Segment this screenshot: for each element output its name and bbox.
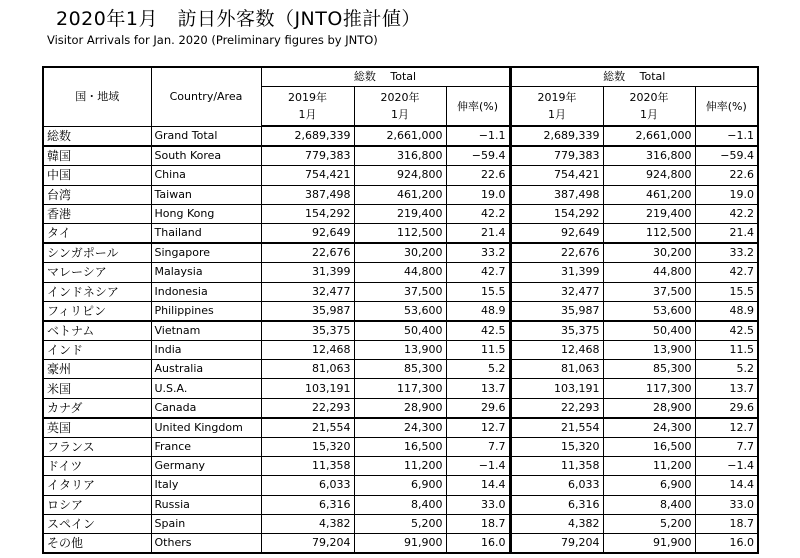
cell-rate-dup: 42.5	[695, 321, 758, 341]
cell-rate-dup: 48.9	[695, 301, 758, 321]
cell-2019-jan: 4,382	[261, 514, 354, 533]
cell-2019-jan: 32,477	[261, 282, 354, 301]
cell-en-name: Philippines	[151, 301, 261, 321]
cell-jp-name: 米国	[43, 379, 151, 398]
cell-2020-jan-dup: 8,400	[603, 495, 695, 514]
cell-rate: 42.5	[446, 321, 510, 341]
cell-rate-dup: 12.7	[695, 418, 758, 438]
cell-en-name: Italy	[151, 476, 261, 495]
cell-2019-jan: 21,554	[261, 418, 354, 438]
cell-jp-name: フィリピン	[43, 301, 151, 321]
cell-jp-name: 韓国	[43, 146, 151, 166]
table-row	[43, 514, 758, 533]
table-row	[43, 438, 758, 457]
cell-2020-jan: 91,900	[354, 533, 446, 553]
cell-rate: −59.4	[446, 146, 510, 166]
cell-2019-jan: 154,292	[261, 204, 354, 223]
table-body	[43, 126, 758, 553]
cell-rate: 22.6	[446, 166, 510, 185]
cell-rate-dup: 42.7	[695, 263, 758, 282]
header-jp-name: 国・地域	[43, 67, 151, 126]
cell-jp-name: 香港	[43, 204, 151, 223]
cell-2019-jan: 22,676	[261, 243, 354, 263]
table-row	[43, 321, 758, 341]
cell-2020-jan-dup: 85,300	[603, 360, 695, 379]
cell-2019-jan-dup: 154,292	[510, 204, 603, 223]
cell-2020-jan-dup: 924,800	[603, 166, 695, 185]
cell-2020-jan-dup: 16,500	[603, 438, 695, 457]
cell-2020-jan-dup: 13,900	[603, 341, 695, 360]
cell-2019-jan-dup: 22,676	[510, 243, 603, 263]
table-row	[43, 223, 758, 243]
cell-rate: 18.7	[446, 514, 510, 533]
cell-en-name: India	[151, 341, 261, 360]
cell-rate: 13.7	[446, 379, 510, 398]
cell-jp-name: ベトナム	[43, 321, 151, 341]
table-row	[43, 282, 758, 301]
cell-en-name: U.S.A.	[151, 379, 261, 398]
cell-2020-jan: 2,661,000	[354, 126, 446, 146]
cell-2020-jan: 117,300	[354, 379, 446, 398]
header-group-total-2: 総数 Total	[510, 67, 758, 87]
cell-rate: 19.0	[446, 185, 510, 204]
cell-rate-dup: 13.7	[695, 379, 758, 398]
header-rate-2: 伸率(%)	[695, 87, 758, 127]
cell-2019-jan-dup: 32,477	[510, 282, 603, 301]
table-row	[43, 360, 758, 379]
cell-2019-jan-dup: 4,382	[510, 514, 603, 533]
cell-jp-name: スペイン	[43, 514, 151, 533]
cell-jp-name: 豪州	[43, 360, 151, 379]
cell-2020-jan-dup: 44,800	[603, 263, 695, 282]
cell-en-name: France	[151, 438, 261, 457]
cell-en-name: Grand Total	[151, 126, 261, 146]
cell-2020-jan-dup: 461,200	[603, 185, 695, 204]
table-row	[43, 341, 758, 360]
header-2020-month: 1月	[391, 108, 409, 121]
cell-jp-name: シンガポール	[43, 243, 151, 263]
cell-jp-name: 英国	[43, 418, 151, 438]
cell-jp-name: タイ	[43, 223, 151, 243]
cell-jp-name: マレーシア	[43, 263, 151, 282]
cell-rate-dup: 21.4	[695, 223, 758, 243]
cell-rate-dup: 15.5	[695, 282, 758, 301]
cell-en-name: China	[151, 166, 261, 185]
cell-rate-dup: −1.4	[695, 457, 758, 476]
table-row	[43, 146, 758, 166]
header-2019-jan-2	[510, 87, 603, 127]
cell-en-name: United Kingdom	[151, 418, 261, 438]
cell-2019-jan-dup: 103,191	[510, 379, 603, 398]
cell-2019-jan: 79,204	[261, 533, 354, 553]
cell-en-name: Spain	[151, 514, 261, 533]
table-row	[43, 533, 758, 553]
cell-en-name: Vietnam	[151, 321, 261, 341]
cell-2019-jan: 35,375	[261, 321, 354, 341]
cell-2020-jan-dup: 112,500	[603, 223, 695, 243]
cell-en-name: Others	[151, 533, 261, 553]
cell-2020-jan-dup: 6,900	[603, 476, 695, 495]
header-2020-year: 2020年	[629, 91, 669, 104]
cell-en-name: Singapore	[151, 243, 261, 263]
cell-2020-jan-dup: 11,200	[603, 457, 695, 476]
cell-rate-dup: 14.4	[695, 476, 758, 495]
cell-rate: 21.4	[446, 223, 510, 243]
cell-2020-jan: 37,500	[354, 282, 446, 301]
cell-jp-name: 総数	[43, 126, 151, 146]
cell-rate: −1.1	[446, 126, 510, 146]
cell-2020-jan-dup: 24,300	[603, 418, 695, 438]
header-2020-year: 2020年	[380, 91, 420, 104]
cell-2019-jan: 81,063	[261, 360, 354, 379]
cell-2020-jan: 85,300	[354, 360, 446, 379]
page-subtitle: Visitor Arrivals for Jan. 2020 (Preliminary figures by JNTO)	[47, 33, 378, 47]
cell-jp-name: インドネシア	[43, 282, 151, 301]
cell-2019-jan-dup: 12,468	[510, 341, 603, 360]
cell-rate-dup: −59.4	[695, 146, 758, 166]
table-row	[43, 185, 758, 204]
cell-2019-jan-dup: 21,554	[510, 418, 603, 438]
cell-rate: 29.6	[446, 398, 510, 418]
cell-en-name: Malaysia	[151, 263, 261, 282]
cell-2019-jan-dup: 31,399	[510, 263, 603, 282]
cell-2020-jan-dup: 117,300	[603, 379, 695, 398]
cell-rate: 16.0	[446, 533, 510, 553]
cell-2020-jan: 16,500	[354, 438, 446, 457]
cell-2020-jan: 44,800	[354, 263, 446, 282]
cell-rate-dup: 22.6	[695, 166, 758, 185]
cell-jp-name: 中国	[43, 166, 151, 185]
cell-2019-jan-dup: 81,063	[510, 360, 603, 379]
table-row	[43, 166, 758, 185]
cell-2020-jan: 30,200	[354, 243, 446, 263]
visitor-arrivals-table	[42, 66, 759, 554]
cell-rate: 12.7	[446, 418, 510, 438]
cell-2020-jan: 112,500	[354, 223, 446, 243]
cell-2020-jan: 28,900	[354, 398, 446, 418]
table-row	[43, 476, 758, 495]
cell-2019-jan: 12,468	[261, 341, 354, 360]
header-2020-jan-1	[354, 87, 446, 127]
cell-rate: 48.9	[446, 301, 510, 321]
cell-2020-jan-dup: 50,400	[603, 321, 695, 341]
cell-rate-dup: 29.6	[695, 398, 758, 418]
cell-2019-jan-dup: 92,649	[510, 223, 603, 243]
cell-rate: 42.2	[446, 204, 510, 223]
cell-jp-name: ドイツ	[43, 457, 151, 476]
cell-2020-jan-dup: 316,800	[603, 146, 695, 166]
cell-2019-jan-dup: 11,358	[510, 457, 603, 476]
cell-jp-name: 台湾	[43, 185, 151, 204]
cell-en-name: Indonesia	[151, 282, 261, 301]
cell-jp-name: フランス	[43, 438, 151, 457]
cell-2020-jan: 53,600	[354, 301, 446, 321]
cell-jp-name: その他	[43, 533, 151, 553]
cell-2020-jan-dup: 37,500	[603, 282, 695, 301]
cell-rate: 33.2	[446, 243, 510, 263]
table-row	[43, 457, 758, 476]
cell-en-name: Canada	[151, 398, 261, 418]
header-2020-month: 1月	[640, 108, 658, 121]
cell-2020-jan-dup: 53,600	[603, 301, 695, 321]
cell-2019-jan: 6,033	[261, 476, 354, 495]
cell-rate: −1.4	[446, 457, 510, 476]
cell-2019-jan-dup: 387,498	[510, 185, 603, 204]
cell-jp-name: ロシア	[43, 495, 151, 514]
cell-2020-jan: 5,200	[354, 514, 446, 533]
table-row	[43, 379, 758, 398]
cell-2019-jan-dup: 6,316	[510, 495, 603, 514]
cell-2019-jan-dup: 6,033	[510, 476, 603, 495]
cell-2020-jan: 219,400	[354, 204, 446, 223]
cell-en-name: Russia	[151, 495, 261, 514]
cell-2020-jan-dup: 219,400	[603, 204, 695, 223]
cell-rate: 14.4	[446, 476, 510, 495]
cell-2019-jan: 6,316	[261, 495, 354, 514]
table-row	[43, 263, 758, 282]
cell-2019-jan-dup: 2,689,339	[510, 126, 603, 146]
cell-2019-jan: 387,498	[261, 185, 354, 204]
cell-2019-jan: 15,320	[261, 438, 354, 457]
cell-2020-jan: 13,900	[354, 341, 446, 360]
cell-rate-dup: −1.1	[695, 126, 758, 146]
cell-2019-jan-dup: 754,421	[510, 166, 603, 185]
header-2019-month: 1月	[548, 108, 566, 121]
cell-2020-jan: 24,300	[354, 418, 446, 438]
cell-jp-name: イタリア	[43, 476, 151, 495]
header-2019-month: 1月	[298, 108, 317, 121]
cell-2019-jan: 35,987	[261, 301, 354, 321]
table-row	[43, 418, 758, 438]
header-en-name: Country/Area	[151, 67, 261, 126]
cell-rate-dup: 42.2	[695, 204, 758, 223]
cell-2019-jan-dup: 35,987	[510, 301, 603, 321]
cell-en-name: Thailand	[151, 223, 261, 243]
cell-rate-dup: 18.7	[695, 514, 758, 533]
header-group-total-1: 総数 Total	[261, 67, 510, 87]
cell-en-name: Hong Kong	[151, 204, 261, 223]
cell-2019-jan-dup: 35,375	[510, 321, 603, 341]
header-2020-jan-2	[603, 87, 695, 127]
cell-2019-jan-dup: 22,293	[510, 398, 603, 418]
cell-2020-jan: 50,400	[354, 321, 446, 341]
cell-rate: 7.7	[446, 438, 510, 457]
cell-2019-jan-dup: 79,204	[510, 533, 603, 553]
cell-2019-jan: 2,689,339	[261, 126, 354, 146]
cell-en-name: Australia	[151, 360, 261, 379]
cell-2020-jan-dup: 5,200	[603, 514, 695, 533]
cell-rate-dup: 7.7	[695, 438, 758, 457]
cell-2020-jan-dup: 2,661,000	[603, 126, 695, 146]
cell-rate-dup: 5.2	[695, 360, 758, 379]
cell-2020-jan: 6,900	[354, 476, 446, 495]
cell-2019-jan-dup: 15,320	[510, 438, 603, 457]
cell-jp-name: インド	[43, 341, 151, 360]
cell-2020-jan-dup: 28,900	[603, 398, 695, 418]
cell-2020-jan: 8,400	[354, 495, 446, 514]
table-row	[43, 495, 758, 514]
cell-2019-jan: 31,399	[261, 263, 354, 282]
cell-en-name: Germany	[151, 457, 261, 476]
cell-rate-dup: 16.0	[695, 533, 758, 553]
cell-2020-jan-dup: 30,200	[603, 243, 695, 263]
table-row	[43, 398, 758, 418]
header-2019-year: 2019年	[288, 91, 327, 104]
cell-2019-jan: 11,358	[261, 457, 354, 476]
cell-2019-jan: 754,421	[261, 166, 354, 185]
table-row	[43, 301, 758, 321]
cell-rate-dup: 11.5	[695, 341, 758, 360]
cell-2020-jan: 924,800	[354, 166, 446, 185]
cell-rate: 11.5	[446, 341, 510, 360]
cell-en-name: Taiwan	[151, 185, 261, 204]
cell-2020-jan-dup: 91,900	[603, 533, 695, 553]
cell-rate: 33.0	[446, 495, 510, 514]
header-2019-jan-1	[261, 87, 354, 127]
cell-2020-jan: 461,200	[354, 185, 446, 204]
cell-rate-dup: 33.0	[695, 495, 758, 514]
cell-rate: 5.2	[446, 360, 510, 379]
cell-rate: 15.5	[446, 282, 510, 301]
table-row	[43, 204, 758, 223]
cell-2020-jan: 316,800	[354, 146, 446, 166]
cell-2019-jan-dup: 779,383	[510, 146, 603, 166]
cell-rate: 42.7	[446, 263, 510, 282]
header-2019-year: 2019年	[537, 91, 577, 104]
cell-2019-jan: 103,191	[261, 379, 354, 398]
cell-2019-jan: 92,649	[261, 223, 354, 243]
table-row	[43, 126, 758, 146]
table-row	[43, 243, 758, 263]
cell-en-name: South Korea	[151, 146, 261, 166]
cell-rate-dup: 33.2	[695, 243, 758, 263]
cell-2020-jan: 11,200	[354, 457, 446, 476]
cell-jp-name: カナダ	[43, 398, 151, 418]
cell-2019-jan: 22,293	[261, 398, 354, 418]
cell-rate-dup: 19.0	[695, 185, 758, 204]
header-rate-1: 伸率(%)	[446, 87, 510, 127]
page-title: 2020年1月 訪日外客数（JNTO推計値）	[56, 8, 421, 30]
cell-2019-jan: 779,383	[261, 146, 354, 166]
